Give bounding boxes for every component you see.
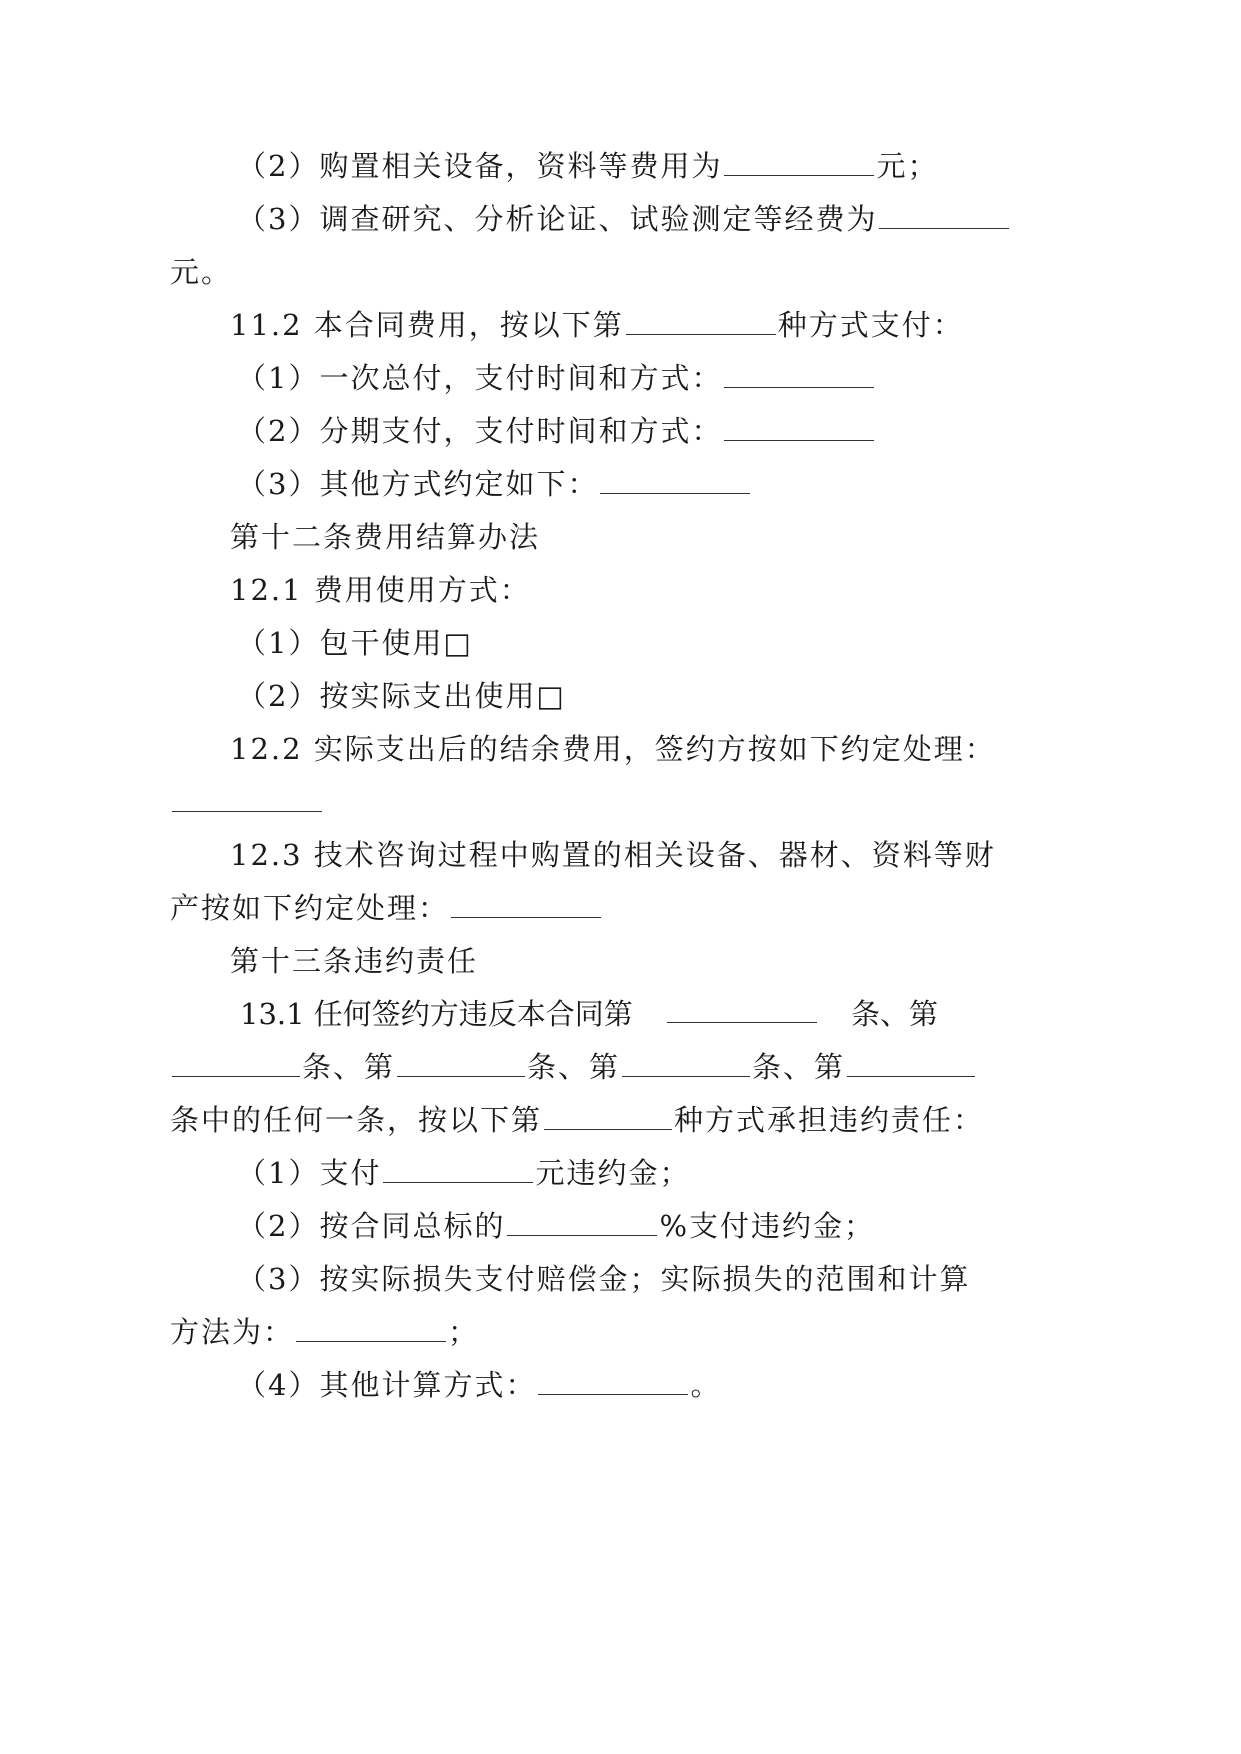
- fill-blank[interactable]: [507, 1209, 657, 1236]
- clause-13-1-cont2: 条中的任何一条，按以下第 种方式承担违约责任：: [170, 1103, 985, 1137]
- fill-blank[interactable]: [667, 996, 817, 1023]
- clause-13-1-2: （2）按合同总标的 %支付违约金；: [237, 1209, 876, 1243]
- fill-blank[interactable]: [600, 467, 750, 494]
- fill-blank[interactable]: [724, 361, 874, 388]
- clause-12-1: 12.1 费用使用方式：: [230, 573, 531, 607]
- clause-13-1-3-cont: 方法为： ；: [170, 1315, 480, 1349]
- clause-11-2-2: （2）分期支付，支付时间和方式：: [237, 413, 876, 449]
- article-13-heading: 第十三条违约责任: [230, 944, 479, 978]
- clause-12-1-2: （2）按实际支出使用□: [237, 679, 566, 713]
- clause-11-1-2: （2）购置相关设备，资料等费用为 元；: [237, 149, 939, 183]
- clause-13-1-3: （3）按实际损失支付赔偿金；实际损失的范围和计算: [237, 1262, 971, 1296]
- clause-13-1-1: （1）支付 元违约金；: [237, 1156, 691, 1190]
- fill-blank[interactable]: [724, 414, 874, 441]
- clause-12-3: 12.3 技术咨询过程中购置的相关设备、器材、资料等财: [230, 838, 996, 872]
- fill-blank[interactable]: [544, 1103, 672, 1130]
- clause-12-3-cont: 产按如下约定处理：: [170, 890, 603, 926]
- clause-11-2-3: （3）其他方式约定如下：: [237, 466, 752, 502]
- fill-blank[interactable]: [538, 1368, 688, 1395]
- fill-blank[interactable]: [383, 1156, 533, 1183]
- fill-blank[interactable]: [397, 1050, 525, 1077]
- fill-blank[interactable]: [296, 1315, 446, 1342]
- fill-blank[interactable]: [172, 1050, 300, 1077]
- fill-blank[interactable]: [622, 1050, 750, 1077]
- fill-blank[interactable]: [451, 891, 601, 918]
- clause-12-2: 12.2 实际支出后的结余费用，签约方按如下约定处理：: [230, 732, 996, 766]
- clause-12-1-1: （1）包干使用□: [237, 626, 473, 660]
- clause-12-2-blank: [170, 784, 324, 820]
- fill-blank[interactable]: [879, 202, 1009, 229]
- clause-11-1-3: （3）调查研究、分析论证、试验测定等经费为: [237, 201, 1011, 237]
- clause-13-1: 13.1 任何签约方违反本合同第 条、第: [240, 997, 938, 1031]
- article-12-heading: 第十二条费用结算办法: [230, 520, 541, 554]
- clause-11-2-1: （1）一次总付，支付时间和方式：: [237, 360, 876, 396]
- clause-13-1-4: （4）其他计算方式： 。: [237, 1368, 722, 1402]
- fill-blank[interactable]: [172, 785, 322, 812]
- clause-13-1-cont: 条、第 条、第 条、第: [170, 1049, 977, 1085]
- fill-blank[interactable]: [724, 149, 874, 176]
- clause-11-1-3-cont: 元。: [170, 255, 233, 289]
- clause-11-2: 11.2 本合同费用，按以下第 种方式支付：: [230, 308, 964, 342]
- fill-blank[interactable]: [847, 1050, 975, 1077]
- fill-blank[interactable]: [626, 308, 776, 335]
